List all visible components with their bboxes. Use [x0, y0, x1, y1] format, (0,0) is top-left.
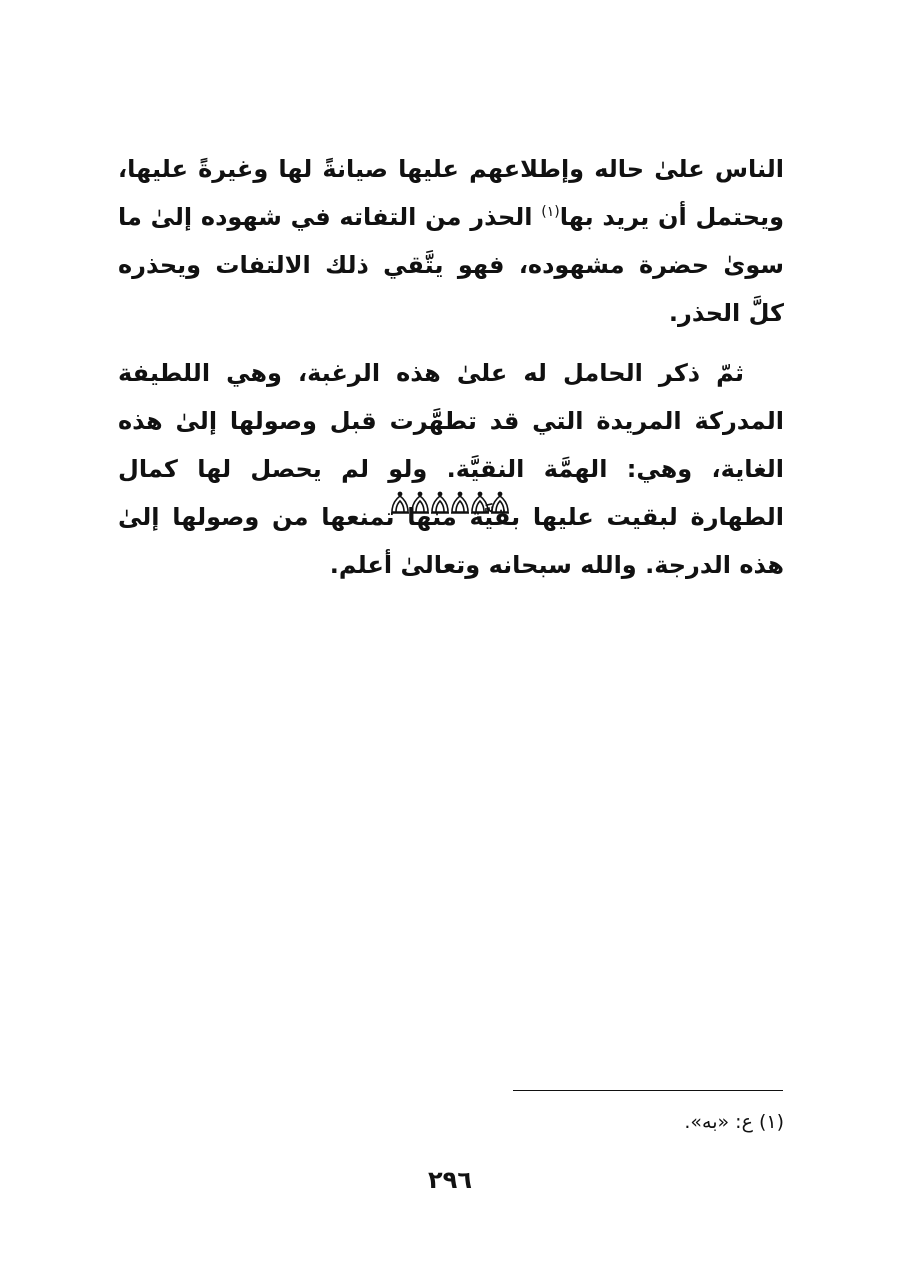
floral-ornament-icon: [390, 489, 510, 519]
footnote-separator: [513, 1090, 783, 1091]
ornament-unit: [471, 492, 489, 513]
paragraph-2-text: ثمّ ذكر الحامل له علىٰ هذه الرغبة، وهي اللطيفة المدركة المريدة التي قد تطهَّرت قبل وصولها إلىٰ هذه الغاية، وهي: الهمَّة النقيَّة. ولو لم يحصل لها كمال الطهارة لبقيت عليها بقيَّة منها تمنعها من وصولها إلىٰ هذه الدرجة. والله سبحانه وتعالىٰ أعلم.: [118, 359, 784, 579]
main-text: [118, 145, 784, 589]
page-number: ٢٩٦: [428, 1166, 472, 1194]
ornament-unit: [391, 492, 409, 513]
ornament-unit: [411, 492, 429, 513]
footnote: (١) ع: «به».: [684, 1111, 784, 1133]
paragraph-1-part-2: الحذر من التفاته في شهوده إلىٰ ما سوىٰ حضرة مشهوده، فهو يتَّقي ذلك الالتفات ويحذره كلَّ الحذر.: [118, 203, 784, 327]
ornament-unit: [451, 492, 469, 513]
paragraph-1: [118, 145, 784, 337]
paragraph-2: [118, 349, 784, 589]
paragraph-1-part-1: الناس علىٰ حاله وإطلاعهم عليها صيانةً لها وغيرةً عليها، ويحتمل أن يريد بها: [118, 155, 784, 231]
ornament-unit: [491, 492, 509, 513]
ornament-unit: [431, 492, 449, 513]
footnote-reference[interactable]: (١): [541, 204, 560, 220]
